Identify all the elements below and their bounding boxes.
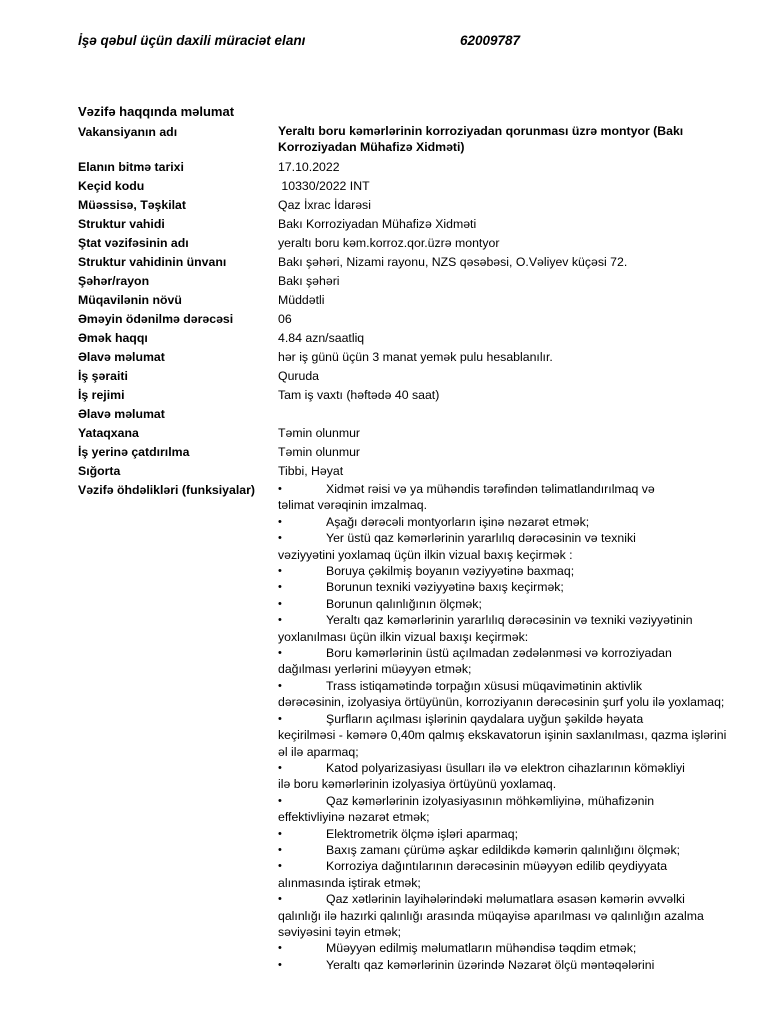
row-organization <box>78 196 728 215</box>
duty-text-continued: dağılması yerlərini müəyyən etmək; <box>278 662 472 677</box>
list-item <box>278 481 728 514</box>
list-item <box>278 645 728 678</box>
bullet-icon: • <box>278 532 282 545</box>
bullet-icon: • <box>278 679 282 692</box>
row-structural-unit <box>78 215 728 234</box>
duty-text: Boru kəmərlərinin üstü açılmadan zədələnməsi və korroziyadan <box>326 646 672 661</box>
row-position-title <box>78 234 728 253</box>
row-pay-grade <box>78 310 728 329</box>
row-city <box>78 272 728 291</box>
bullet-icon: • <box>278 843 282 856</box>
duty-text-continued: keçirilməsi - kəmərə 0,40m qalmış ekskavatorun işinin saxlanılması, qazma işlərini əl ilə aparmaq; <box>278 728 727 759</box>
duty-text-continued: ilə boru kəmərlərinin izolyasiya örtüyünü yoxlamaq. <box>278 777 557 792</box>
row-label: Əməyin ödənilmə dərəcəsi <box>78 312 234 326</box>
row-label: Əlavə məlumat <box>78 350 165 364</box>
bullet-icon: • <box>278 958 282 971</box>
row-label: Ştat vəzifəsinin adı <box>78 236 189 250</box>
row-value: 17.10.2022 <box>278 160 340 174</box>
bullet-icon: • <box>278 794 282 807</box>
duty-text: Qaz xətlərinin layihələrindəki məlumatlara əsasən kəmərin əvvəlki <box>326 892 685 907</box>
row-label: Keçid kodu <box>78 179 145 193</box>
duty-text-continued: təlimat vərəqinin imzalmaq. <box>278 498 427 513</box>
row-label: Əmək haqqı <box>78 331 148 345</box>
row-value: Bakı Korroziyadan Mühafizə Xidməti <box>278 217 477 231</box>
duty-text: Boruya çəkilmiş boyanın vəziyyətinə baxmaq; <box>326 564 575 579</box>
duty-text: Xidmət rəisi və ya mühəndis tərəfindən təlimatlandırılmaq və <box>326 482 655 496</box>
row-label: Struktur vahidinin ünvanı <box>78 255 227 269</box>
row-label: Şəhər/rayon <box>78 274 150 288</box>
row-value: Qaz İxrac İdarəsi <box>278 198 371 212</box>
row-insurance <box>78 462 728 481</box>
list-item <box>278 793 728 826</box>
duty-text: Trass istiqamətində torpağın xüsusi müqavimətinin aktivlik <box>326 678 642 693</box>
row-value: yeraltı boru kəm.korroz.qor.üzrə montyor <box>278 236 500 250</box>
row-additional-info <box>78 348 728 367</box>
row-value: hər iş günü üçün 3 manat yemək pulu hesablanılır. <box>278 350 553 364</box>
bullet-icon: • <box>278 597 282 610</box>
row-access-code <box>78 177 728 196</box>
list-item <box>278 579 728 595</box>
duty-text-continued: vəziyyətini yoxlamaq üçün ilkin vizual baxış keçirmək : <box>278 547 573 562</box>
section-heading: Vəzifə haqqında məlumat <box>78 104 235 119</box>
list-item <box>278 514 728 530</box>
row-salary <box>78 329 728 348</box>
document-title: İşə qəbul üçün daxili müraciət elanı <box>78 33 306 48</box>
duty-text: Şurfların açılması işlərinin qaydalara uyğun şəkildə həyata <box>326 711 644 726</box>
row-value: 10330/2022 INT <box>278 179 370 193</box>
duties-list <box>278 481 728 973</box>
row-label: İş rejimi <box>78 388 125 402</box>
duty-text: Borunun texniki vəziyyətinə baxış keçirmək; <box>326 580 564 595</box>
row-label: Vəzifə öhdəlikləri (funksiyalar) <box>78 483 255 497</box>
duty-text: Katod polyarizasiyası üsulları ilə və elektron cihazlarının köməkliyi <box>326 760 685 775</box>
row-deadline <box>78 158 728 177</box>
row-value: Yeraltı boru kəmərlərinin korroziyadan qorunması üzrə montyor (Bakı Korroziyadan Mühafizə Xidməti) <box>278 124 684 154</box>
duty-text: Yer üstü qaz kəmərlərinin yararlılıq dərəcəsinin və texniki <box>326 531 636 546</box>
row-label: Əlavə məlumat <box>78 407 165 421</box>
list-item <box>278 711 728 760</box>
list-item <box>278 842 728 858</box>
bullet-icon: • <box>278 827 282 840</box>
duty-text: Aşağı dərəcəli montyorların işinə nəzarət etmək; <box>326 514 590 529</box>
duty-text-continued: qalınlığı ilə hazırki qalınlığı arasında müqayisə aparılması və qalınlığın azalma səviyəsini təyin etmək; <box>278 908 704 939</box>
list-item <box>278 596 728 612</box>
row-label: Yataqxana <box>78 426 139 440</box>
row-work-conditions <box>78 367 728 386</box>
row-value <box>278 405 728 424</box>
bullet-icon: • <box>278 860 282 873</box>
list-item <box>278 530 728 563</box>
bullet-icon: • <box>278 942 282 955</box>
row-additional-info-2 <box>78 405 728 424</box>
list-item <box>278 858 728 891</box>
document-code: 62009787 <box>460 33 521 48</box>
row-work-schedule <box>78 386 728 405</box>
row-label: Vakansiyanın adı <box>78 125 178 139</box>
duty-text: Elektrometrik ölçmə işləri aparmaq; <box>326 826 519 841</box>
list-item <box>278 940 728 956</box>
list-item <box>278 891 728 940</box>
row-label: İş şəraiti <box>78 369 128 383</box>
row-value: Bakı şəhəri, Nizami rayonu, NZS qəsəbəsi, O.Vəliyev küçəsi 72. <box>278 255 628 269</box>
bullet-icon: • <box>278 647 282 660</box>
duty-text: Yeraltı qaz kəmərlərinin yararlılıq dərəcəsinin və texniki vəziyyətinin <box>326 613 693 628</box>
row-label: İş yerinə çatdırılma <box>78 445 190 459</box>
bullet-icon: • <box>278 761 282 774</box>
row-contract-type <box>78 291 728 310</box>
bullet-icon: • <box>278 893 282 906</box>
list-item <box>278 678 728 711</box>
duty-text: Korroziya dağıntılarının dərəcəsinin müəyyən edilib qeydiyyata <box>326 859 668 874</box>
row-value: Müddətli <box>278 293 325 307</box>
bullet-icon: • <box>278 712 282 725</box>
row-dormitory <box>78 424 728 443</box>
row-value: Quruda <box>278 369 320 383</box>
row-value: Tibbi, Həyat <box>278 464 344 478</box>
row-label: Struktur vahidi <box>78 217 165 231</box>
row-value: Təmin olunmur <box>278 426 361 440</box>
duty-text: Borunun qalınlığının ölçmək; <box>326 596 482 611</box>
row-vacancy-name <box>78 123 728 158</box>
list-item <box>278 760 728 793</box>
duty-text: Qaz kəmərlərinin izolyasiyasının möhkəmliyinə, mühafizənin <box>326 793 655 808</box>
row-label: Müəssisə, Təşkilat <box>78 198 186 212</box>
duty-text: Baxış zamanı çürümə aşkar edildikdə kəmərin qalınlığını ölçmək; <box>326 842 681 857</box>
row-value: 06 <box>278 312 292 326</box>
row-label: Müqavilənin növü <box>78 293 182 307</box>
duty-text-continued: dərəcəsinin, izolyasiya örtüyünün, korroziyanın dərəcəsinin şurf yolu ilə yoxlamaq; <box>278 695 725 710</box>
row-duties <box>78 481 728 973</box>
bullet-icon: • <box>278 483 282 495</box>
row-transport <box>78 443 728 462</box>
duty-text-continued: alınmasında iştirak etmək; <box>278 875 421 890</box>
duty-text: Yeraltı qaz kəmərlərinin üzərində Nəzarət ölçü məntəqələrini <box>326 957 655 972</box>
bullet-icon: • <box>278 581 282 594</box>
row-value: Tam iş vaxtı (həftədə 40 saat) <box>278 388 440 402</box>
list-item <box>278 957 728 973</box>
duty-text-continued: yoxlanılması üçün ilkin vizual baxışı keçirmək: <box>278 629 529 644</box>
row-label: Elanın bitmə tarixi <box>78 160 184 174</box>
list-item <box>278 826 728 842</box>
bullet-icon: • <box>278 565 282 578</box>
duty-text: Müəyyən edilmiş məlumatların mühəndisə təqdim etmək; <box>326 941 637 956</box>
list-item <box>278 612 728 645</box>
bullet-icon: • <box>278 614 282 627</box>
duty-text-continued: effektivliyinə nəzarət etmək; <box>278 810 430 825</box>
list-item <box>278 563 728 579</box>
info-table <box>78 123 728 973</box>
bullet-icon: • <box>278 515 282 528</box>
row-unit-address <box>78 253 728 272</box>
row-value: Təmin olunmur <box>278 445 361 459</box>
row-value: 4.84 azn/saatliq <box>278 331 365 345</box>
row-value: Bakı şəhəri <box>278 274 340 288</box>
row-label: Sığorta <box>78 464 121 478</box>
